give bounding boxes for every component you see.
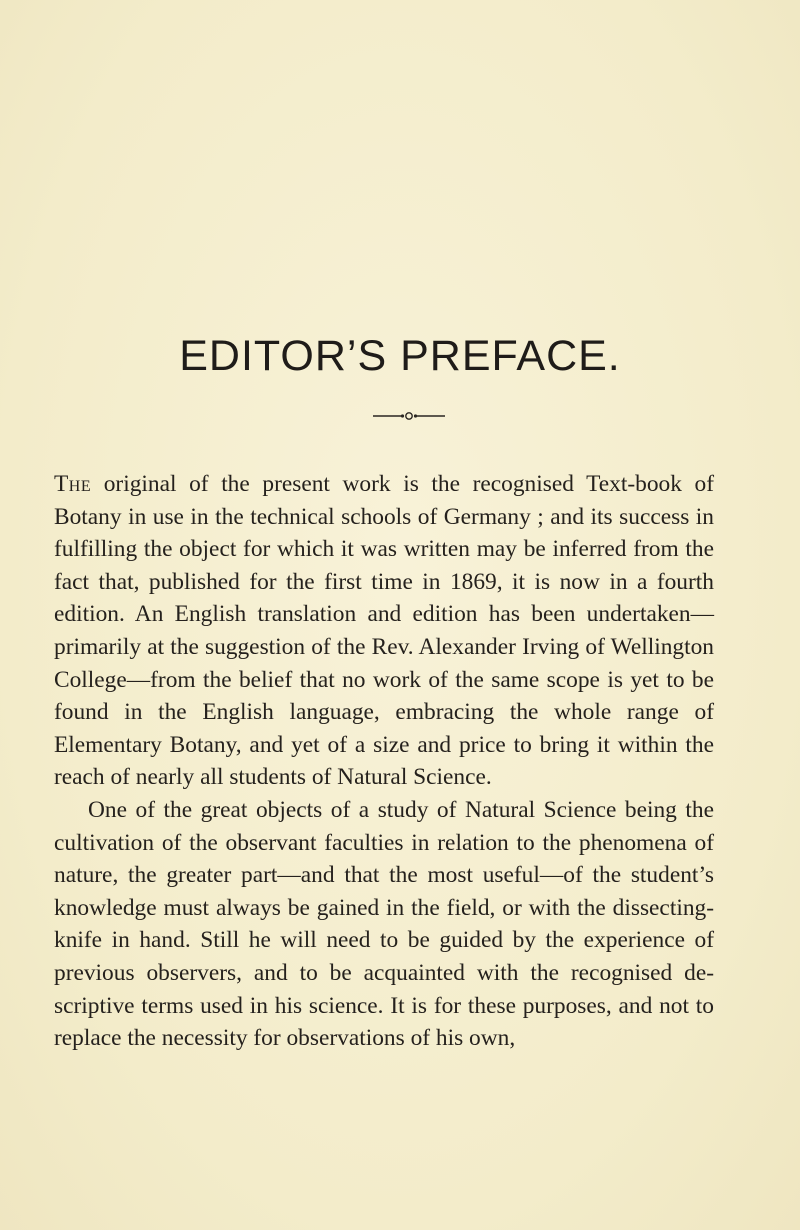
paragraph-lead-word: The: [54, 471, 92, 497]
preface-body: [54, 468, 714, 1055]
page-title: EDITOR’S PREFACE.: [179, 332, 621, 380]
paragraph-2: [54, 794, 714, 1055]
paragraph-text: original of the present work is the recognised Text-book of Botany in use in the technical schools of Germany ; and its success in fulfilling the object for which it was written may be inferred from the fact that, published for the first time in 1869, it is now in a fourth edition. An English translation and edition has been undertaken—primarily at the suggestion of the Rev. Alexander Irving of Wellington College—from the belief that no work of the same scope is yet to be found in the English language, embracing the whole range of Elementary Botany, and yet of a size and price to bring it within the reach of nearly all students of Natural Science.: [54, 471, 714, 791]
ornament-divider: [373, 411, 445, 421]
paragraph-1: [54, 468, 714, 794]
paragraph-text: One of the great objects of a study of Natural Science being the cultivation of the observant faculties in relation to the phenomena of nature, the greater part—and that the most useful—of the student’s knowledge must always be gained in the field, or with the dissecting-knife in hand. Still he will need to be guided by the experience of previous observers, and to be acquainted with the recognised de-scriptive terms used in his science. It is for these purposes, and not to replace the necessity for observations of his own,: [54, 796, 714, 1052]
